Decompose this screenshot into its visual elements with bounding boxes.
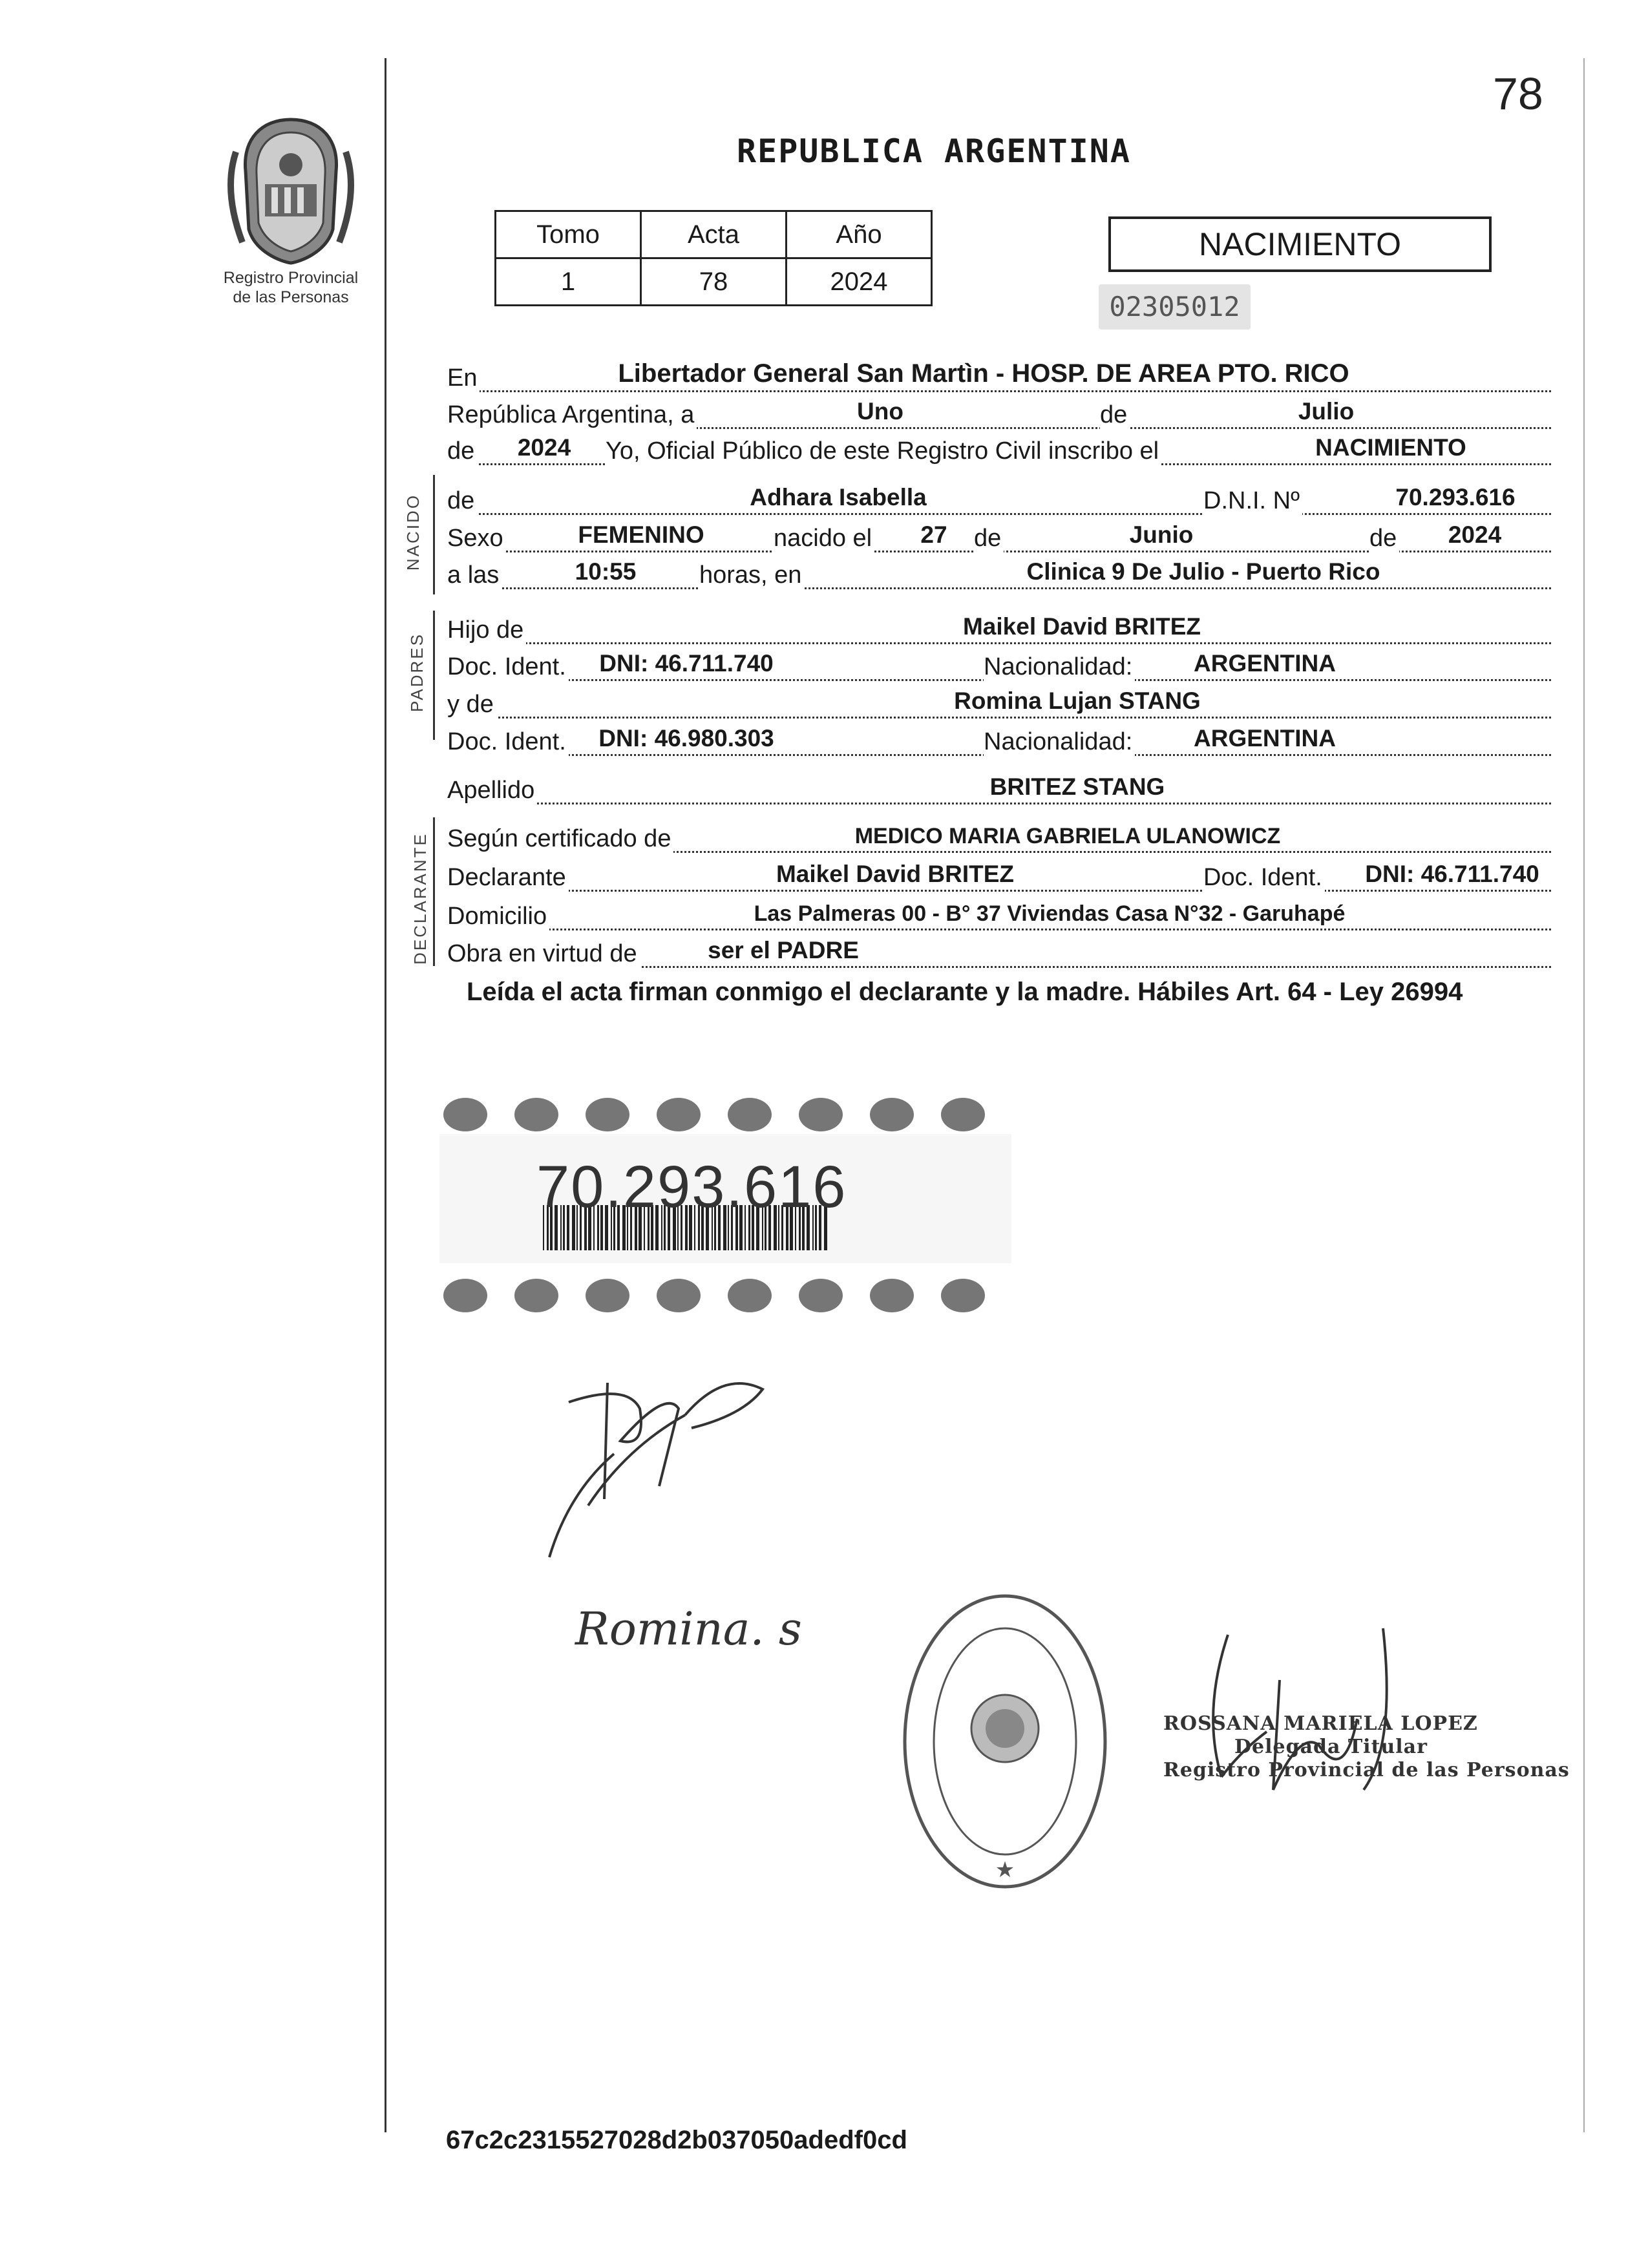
row-padre-doc bbox=[447, 647, 1551, 686]
row-obra bbox=[447, 934, 1551, 973]
side-label-declarante: DECLARANTE bbox=[410, 832, 430, 965]
label-horas-en: horas, en bbox=[699, 562, 804, 589]
label-apellido: Apellido bbox=[447, 777, 537, 804]
row-hora bbox=[447, 556, 1551, 594]
value-hora: 10:55 bbox=[575, 558, 637, 585]
logo-caption-line1: Registro Provincial bbox=[223, 269, 359, 287]
label-doc-ident-declarante: Doc. Ident. bbox=[1203, 864, 1325, 892]
value-padre-doc: DNI: 46.711.740 bbox=[599, 650, 774, 677]
row-padre bbox=[447, 611, 1551, 649]
value-padre-nac: ARGENTINA bbox=[1194, 650, 1336, 677]
label-obra: Obra en virtud de bbox=[447, 940, 640, 968]
value-declarante-doc: DNI: 46.711.740 bbox=[1365, 861, 1539, 887]
side-label-padres: PADRES bbox=[407, 633, 427, 712]
value-lugar-nac: Clinica 9 De Julio - Puerto Rico bbox=[1026, 558, 1380, 585]
row-domicilio bbox=[447, 897, 1551, 936]
value-declarante: Maikel David BRITEZ bbox=[776, 861, 1015, 887]
page-number: 78 bbox=[1493, 68, 1543, 119]
document-hash: 67c2c2315527028d2b037050adedf0cd bbox=[446, 2126, 907, 2154]
row-certificado bbox=[447, 819, 1551, 858]
row-sexo bbox=[447, 519, 1551, 558]
label-de-mes-nac: de bbox=[974, 525, 1004, 552]
anio-value: 2024 bbox=[787, 258, 932, 306]
official-role: Delegada Titular bbox=[1234, 1736, 1428, 1758]
value-sexo: FEMENINO bbox=[578, 521, 704, 548]
side-label-nacido: NACIDO bbox=[403, 493, 423, 571]
row-nombre bbox=[447, 481, 1551, 520]
label-republica: República Argentina, a bbox=[447, 401, 697, 429]
left-margin-line bbox=[385, 58, 386, 2132]
declarante-bracket bbox=[433, 817, 435, 966]
value-mes: Julio bbox=[1298, 398, 1355, 425]
value-acto: NACIMIENTO bbox=[1315, 434, 1466, 461]
row-madre bbox=[447, 685, 1551, 724]
value-nombre: Adhara Isabella bbox=[750, 484, 927, 510]
padres-bracket bbox=[433, 611, 435, 740]
label-doc-ident-madre: Doc. Ident. bbox=[447, 728, 569, 756]
row-acto bbox=[447, 432, 1551, 470]
label-nacionalidad-madre: Nacionalidad: bbox=[984, 728, 1135, 756]
value-padre: Maikel David BRITEZ bbox=[962, 613, 1201, 640]
anio-header: Año bbox=[787, 211, 932, 258]
label-de-nombre: de bbox=[447, 487, 477, 515]
closing-note: Leída el acta firman conmigo el declarante y la madre. Hábiles Art. 64 - Ley 26994 bbox=[467, 978, 1463, 1006]
official-name: ROSSANA MARIELA LOPEZ bbox=[1163, 1712, 1478, 1735]
row-lugar bbox=[447, 359, 1551, 397]
official-seal bbox=[898, 1590, 1112, 1893]
value-domicilio: Las Palmeras 00 - B° 37 Viviendas Casa N°32 - Garuhapé bbox=[754, 901, 1346, 926]
tomo-header: Tomo bbox=[496, 211, 641, 258]
barcode-number: 70.293.616 bbox=[536, 1154, 847, 1220]
label-nacido-el: nacido el bbox=[774, 525, 874, 552]
serial-number: 02305012 bbox=[1099, 284, 1251, 330]
label-segun-certificado: Según certificado de bbox=[447, 825, 673, 853]
value-apellido: BRITEZ STANG bbox=[989, 773, 1165, 800]
document-title: REPUBLICA ARGENTINA bbox=[737, 132, 1131, 170]
label-domicilio: Domicilio bbox=[447, 903, 549, 930]
handwritten-signature-madre: Romina. s bbox=[575, 1602, 802, 1655]
label-declarante: Declarante bbox=[447, 864, 569, 892]
value-madre-nac: ARGENTINA bbox=[1194, 725, 1336, 751]
value-mes-nac: Junio bbox=[1129, 521, 1194, 548]
row-fecha bbox=[447, 395, 1551, 434]
record-table bbox=[494, 210, 933, 306]
acta-header: Acta bbox=[641, 211, 787, 258]
row-madre-doc bbox=[447, 722, 1551, 761]
value-obra: ser el PADRE bbox=[708, 937, 859, 963]
signature-declarante bbox=[530, 1331, 801, 1570]
label-nacionalidad-padre: Nacionalidad: bbox=[984, 653, 1135, 681]
tomo-value: 1 bbox=[496, 258, 641, 306]
logo-caption-line2: de las Personas bbox=[233, 288, 349, 306]
label-y-de: y de bbox=[447, 691, 496, 719]
value-anio-nac: 2024 bbox=[1448, 521, 1502, 548]
official-org: Registro Provincial de las Personas bbox=[1163, 1759, 1570, 1781]
record-type-box: NACIMIENTO bbox=[1108, 216, 1492, 272]
label-sexo: Sexo bbox=[447, 525, 506, 552]
province-logo bbox=[162, 113, 420, 307]
value-dia: Uno bbox=[857, 398, 903, 425]
label-yo: Yo, Oficial Público de este Registro Civil inscribo el bbox=[606, 437, 1161, 465]
nacido-bracket bbox=[433, 475, 435, 594]
province-shield-icon bbox=[217, 113, 365, 268]
label-dni-no: D.N.I. Nº bbox=[1203, 487, 1302, 515]
value-certificado: MEDICO MARIA GABRIELA ULANOWICZ bbox=[854, 824, 1281, 848]
value-madre: Romina Lujan STANG bbox=[954, 688, 1201, 714]
row-declarante bbox=[447, 858, 1551, 897]
label-doc-ident-padre: Doc. Ident. bbox=[447, 653, 569, 681]
label-en: En bbox=[447, 364, 480, 392]
label-a-las: a las bbox=[447, 562, 502, 589]
value-anio: 2024 bbox=[517, 434, 571, 461]
acta-value: 78 bbox=[641, 258, 787, 306]
official-stamp-text bbox=[1163, 1712, 1570, 1782]
value-lugar: Libertador General San Martìn - HOSP. DE AREA PTO. RICO bbox=[618, 359, 1349, 388]
value-madre-doc: DNI: 46.980.303 bbox=[598, 725, 774, 751]
label-hijo-de: Hijo de bbox=[447, 616, 526, 644]
value-dni: 70.293.616 bbox=[1395, 484, 1516, 510]
right-margin-line bbox=[1583, 58, 1585, 2132]
svg-text:★: ★ bbox=[995, 1857, 1015, 1883]
row-apellido bbox=[447, 771, 1551, 810]
label-de-mes: de bbox=[1100, 401, 1130, 429]
label-de-anio: de bbox=[447, 437, 477, 465]
label-de-anio-nac: de bbox=[1369, 525, 1399, 552]
value-dia-nac: 27 bbox=[920, 521, 947, 548]
